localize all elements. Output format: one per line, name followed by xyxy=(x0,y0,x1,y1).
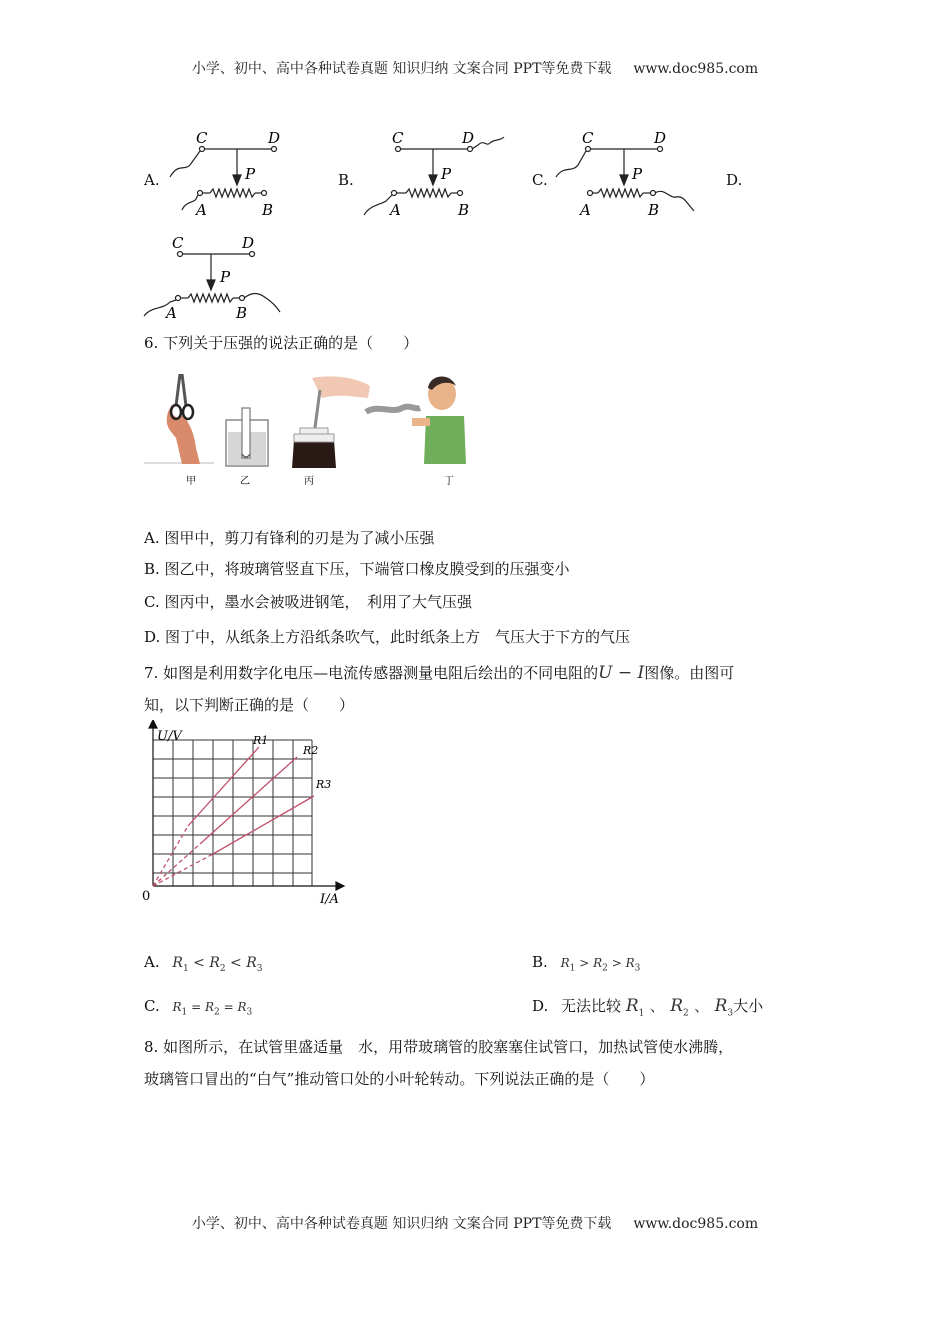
q5-d-label-p: P xyxy=(220,268,231,286)
q7-option-d-prefix: 无法比较 xyxy=(561,997,622,1015)
q7-option-c-letter: C. xyxy=(144,997,160,1015)
q5-a-label-a: A xyxy=(196,201,207,219)
q7-stem-math: U − I xyxy=(598,663,645,683)
q5-b-label-b: B xyxy=(458,201,470,219)
q7-option-b-expr: $R_1 > R_2 > R_3$ xyxy=(560,956,641,974)
q7-option-d xyxy=(532,995,763,1018)
q7-option-b xyxy=(532,953,640,973)
q7-line-label-r3: R3 xyxy=(316,778,332,791)
q6-option-d: D. 图丁中，从纸条上方沿纸条吹气，此时纸条上方 气压大于下方的气压 xyxy=(144,628,631,646)
q7-option-d-suffix: 大小 xyxy=(733,997,764,1015)
q7-graph-origin: 0 xyxy=(142,889,151,904)
q7-graph-xlabel: I/A xyxy=(320,892,339,907)
fig-label-bing: 丙 xyxy=(304,476,314,487)
q7-stem-text-end: 图像。由图可 xyxy=(644,664,735,682)
q7-line-label-r1: R1 xyxy=(253,734,269,747)
q5-c-label-d: D xyxy=(654,129,667,147)
q5-b-label-c: C xyxy=(392,129,404,147)
q5-c-label-p: P xyxy=(632,165,643,183)
q5-a-label-p: P xyxy=(245,165,256,183)
fig-label-ding: 丁 xyxy=(444,476,454,487)
q7-option-d-expr: $R_1$ 、 $R_2$ 、 $R_3$ xyxy=(625,996,734,1019)
ink-bottle-image xyxy=(292,376,370,468)
q8-line2: 玻璃管口冒出的“白气”推动管口处的小叶轮转动。下列说法正确的是（ ） xyxy=(144,1070,655,1088)
q7-option-d-letter: D. xyxy=(532,997,549,1015)
q7-option-b-letter: B. xyxy=(532,953,548,971)
q7-option-c-expr: $R_1 = R_2 = R_3$ xyxy=(172,1000,253,1018)
page-header xyxy=(0,58,950,78)
q7-option-c xyxy=(144,997,252,1017)
beaker-image xyxy=(226,408,268,466)
q5-option-c-letter: C. xyxy=(532,171,548,189)
q5-diagram-c xyxy=(552,125,702,220)
q6-option-a: A. 图甲中，剪刀有锋利的刃是为了减小压强 xyxy=(144,529,435,547)
q6-figure xyxy=(144,368,474,492)
q5-a-label-b: B xyxy=(262,201,274,219)
q6-option-b: B. 图乙中，将玻璃管竖直下压，下端管口橡皮膜受到的压强变小 xyxy=(144,560,570,578)
q5-c-label-a: A xyxy=(580,201,591,219)
q5-a-label-d: D xyxy=(268,129,281,147)
q5-c-label-b: B xyxy=(648,201,660,219)
footer-site: www.doc985.com xyxy=(633,1216,759,1232)
q7-stem-line1 xyxy=(144,661,734,685)
q5-diagram-d xyxy=(140,230,285,325)
page-footer xyxy=(0,1213,950,1233)
q5-diagram-a xyxy=(160,125,290,220)
q8-line1: 8. 如图所示，在试管里盛适量 水，用带玻璃管的胶塞塞住试管口，加热试管使水沸腾， xyxy=(144,1038,734,1056)
q5-diagram-b xyxy=(360,125,510,220)
q7-stem-text: 7. 如图是利用数字化电压—电流传感器测量电阻后绘出的不同电阻的 xyxy=(144,664,599,682)
footer-text: 小学、初中、高中各种试卷真题 知识归纳 文案合同 PPT等免费下载 xyxy=(191,1216,612,1232)
q5-d-label-c: C xyxy=(172,234,184,252)
scissors-image xyxy=(144,374,214,464)
q7-stem-line2: 知，以下判断正确的是（ ） xyxy=(144,696,355,714)
q5-d-label-d: D xyxy=(242,234,255,252)
q7-line-label-r2: R2 xyxy=(303,744,319,757)
q5-d-label-b: B xyxy=(236,304,248,322)
boy-blowing-image xyxy=(366,376,466,464)
q5-option-d-letter: D. xyxy=(726,171,743,189)
q7-option-a-letter: A. xyxy=(144,953,160,971)
q5-b-label-p: P xyxy=(441,165,452,183)
q5-b-label-d: D xyxy=(462,129,475,147)
q6-stem: 6. 下列关于压强的说法正确的是（ ） xyxy=(144,334,419,352)
q5-a-label-c: C xyxy=(196,129,208,147)
q7-option-a-expr: $R_1 < R_2 < R_3$ xyxy=(172,955,263,974)
q6-option-c: C. 图丙中，墨水会被吸进钢笔， 利用了大气压强 xyxy=(144,593,472,611)
q7-option-a xyxy=(144,953,263,974)
header-site: www.doc985.com xyxy=(633,61,759,77)
q5-d-label-a: A xyxy=(166,304,177,322)
header-text: 小学、初中、高中各种试卷真题 知识归纳 文案合同 PPT等免费下载 xyxy=(191,61,612,77)
fig-label-jia: 甲 xyxy=(186,476,196,487)
fig-label-yi: 乙 xyxy=(240,476,250,487)
q5-c-label-c: C xyxy=(582,129,594,147)
q5-option-b-letter: B. xyxy=(338,171,354,189)
q5-option-a-letter: A. xyxy=(144,171,160,189)
q7-ui-graph xyxy=(140,720,355,910)
q7-graph-ylabel: U/V xyxy=(157,729,182,744)
q5-b-label-a: A xyxy=(390,201,401,219)
